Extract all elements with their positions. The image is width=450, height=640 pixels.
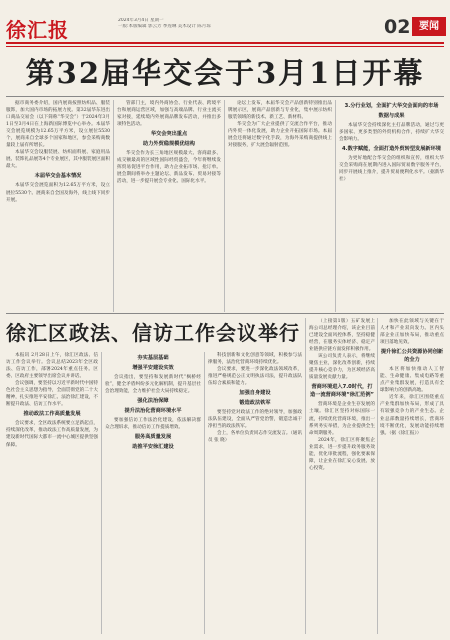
- headline-rule: [6, 96, 444, 97]
- paragraph: 本届华交会持续深化主打品牌活动，通过与更多国家、更多类型的外贸机构合作，持续扩大华交会影响力。: [339, 123, 444, 143]
- subheading: 4.数字赋能，全面打造外贸转型发展新环境: [342, 146, 441, 153]
- paragraph: 要加强信访工作法治化建设，依法解决群众合理诉求，推动信访工作提质增效。: [105, 418, 201, 431]
- newspaper-title: 徐汇报: [6, 18, 69, 42]
- masthead: [0, 0, 450, 48]
- paragraph: 为更好地配合华交会的组织和宣传，组织大华交会采购商在展期内进入国际贸易数字服务平台，同步开展线上推介，提升贸易便利化水平。（据新华社）: [339, 156, 444, 183]
- paragraph: 本届华交会设服装展、纺织面料展、家庭用品展、装饰礼品展等4个专业展区，其中服装展区面积最大。: [6, 150, 110, 170]
- column-divider: [224, 100, 225, 312]
- column-divider: [101, 352, 102, 634]
- subheading: 华交会突出重点: [150, 131, 188, 138]
- paragraph: 管部门主，境内外商协会、行业代表、跨境平台和展商运营区域，加强与高端品牌、行业主流买家对接，延续境内外展商品牌发布活动，并推出多项特色活动。: [117, 101, 221, 128]
- paragraph: 本届华交会展览面积为12.65万平方米，设立展位5530个。展商来自全国及海外，线上线下同步开展。: [6, 183, 110, 203]
- paragraph: 加快在此领域与关键在于人才和产业双向发力。区内头部企业正加快布局，推动重点项目落地见效。: [380, 319, 444, 346]
- paragraph: 近年来，徐汇区围绕重点产业集群加快布局，形成了具有较强竞争力的产业生态。企业总部数量持续增长，营商环境不断优化，发展动能持续增强。（据《徐汇报》）: [380, 395, 444, 436]
- article3-column-1: [309, 318, 375, 634]
- section-divider: [6, 313, 444, 314]
- paragraph: 华交会为广大企业提供了交流合作平台，推动内外贸一体化发展，助力企业开拓国际市场。本届展会还将通过数字化手段，为海外采购商提供线上对接服务，扩大展会辐射范围。: [228, 122, 332, 149]
- paragraph: 本报讯 2月28日上午，徐汇区政法、信访工作会议举行。会议总结2023年全区政法、信访工作，部署2024年重点任务。区委、区政府主要领导出席会议并讲话。: [6, 353, 98, 380]
- column-divider: [335, 100, 336, 312]
- paragraph: 科技创新和文化创意等领域，积极参与法律服务，法治化营商环境持续优化。: [208, 353, 302, 366]
- subheading: 助推平安徐汇建设: [132, 444, 174, 451]
- paragraph: 会议强调，要坚持以习近平新时代中国特色社会主义思想为指导，全面贯彻党的二十大精神，扎实推进平安徐汇、法治徐汇建设，不断提升政法、信访工作水平。: [6, 381, 98, 408]
- issue-editors: 一版:本版编辑 郭云芳 季莲琳 美术设计 陈月琼: [118, 24, 211, 29]
- article2-column-3: [208, 352, 302, 634]
- paragraph: 会议指出，要坚持和发展新时代“枫桥经验”，健全矛盾纠纷多元化解机制，提升基层社会治理效能，全力维护社会大局持续稳定。: [105, 375, 201, 395]
- paragraph: 据市商务委介绍，国内展商按照纺织品、服装服饰，加大国内市场的拓展力度。第32届华东进出口商品交易会（以下简称“华交会”）于2024年3月1日至3月4日在上海新国际博览中心举办。本届华交会展览规模为12.65万平方米，设立展位5530个，展商来自全球多个国家和地区，参会采购商数量较上届有所增长。: [6, 101, 110, 149]
- article2-column-2: [105, 352, 201, 634]
- article1-column-3: [228, 100, 332, 312]
- paragraph: 会上，各单位负责同志作交流发言。（通讯员 张 晓）: [208, 431, 302, 444]
- subheading: 锻造政法铁军: [239, 400, 271, 407]
- article1-column-4: [339, 100, 444, 312]
- section-badge: 要闻: [412, 17, 446, 36]
- paragraph: 该公司负责人表示，将继续聚焦主业，深化改革创新，持续提升核心竞争力，为区域经济高质量发展贡献力量。: [309, 354, 375, 381]
- article3-column-2: [380, 318, 444, 634]
- subheading: 夯实基层基础: [137, 355, 169, 361]
- article1-column-1: [6, 100, 110, 312]
- column-divider: [204, 352, 205, 634]
- article1-headline: 第32届华交会于3月1日开幕: [25, 56, 425, 90]
- paragraph: 本区将加快推动人工智能、生命健康、集成电路等重点产业集群发展，打造具有全球影响力的创新高地。: [380, 367, 444, 394]
- subheading: 数据与成果: [378, 113, 405, 119]
- masthead-thin-rule: [6, 46, 444, 47]
- paragraph: 2024年，徐汇区将聚焦企业需求，进一步提升政务服务效能，优化审批流程，强化要素保障，让企业在徐汇安心发展、放心投资。: [309, 437, 375, 471]
- paragraph: 会议要求，要进一步深化政法领域改革，推进严格规范公正文明执法司法，提升政法队伍综合素质和能力。: [208, 367, 302, 387]
- subheading: 增强平安建设实效: [132, 365, 174, 371]
- page-number: 02: [384, 16, 411, 38]
- subheading: 强化法治保障: [137, 398, 169, 405]
- column-divider: [305, 318, 306, 634]
- paragraph: 华交会作为长三角地区规模最大、客商最多、成交额最高的区域性国际经贸盛会，今年将继续发挥贸易促进平台作用，助力企业拓市场、抢订单。展会期间将举办主题论坛、新品发布、贸易对接等活动，进一步提升展会专业化、国际化水平。: [117, 151, 221, 185]
- subheading: 营商环境进入7.0时代，打造一流营商环境“徐汇范例”: [310, 384, 374, 399]
- article2-headline: 徐汇区政法、信访工作会议举行: [6, 321, 300, 345]
- column-divider: [113, 100, 114, 312]
- paragraph: 要坚持党对政法工作的绝对领导，加强政法队伍建设，全面从严管党治警，锻造忠诚干净担当的政法铁军。: [208, 410, 302, 430]
- subheading: 加强自身建设: [239, 390, 271, 397]
- subheading: 推动政法工作高质量发展: [23, 411, 81, 418]
- paragraph: 会议要求，全区政法系统要立足新起点，持续深化改革，推动政法工作高质量发展，为建设新时代国际大都市一流中心城区提供坚强保障。: [6, 421, 98, 448]
- subheading: 助力外贸稳规模优结构: [143, 141, 195, 148]
- article1-column-2: [117, 100, 221, 312]
- subheading: 本届华交会基本情况: [34, 173, 82, 180]
- issue-date: 2024年3月4日 星期一: [118, 18, 164, 23]
- subheading: 3.分行业划，全面扩大华交会面向的市场: [344, 103, 439, 109]
- paragraph: 营商环境是企业生存发展的土壤。徐汇区坚持对标国际一流，持续优化营商环境，推出一系列务实举措，为企业提供全生命周期服务。: [309, 402, 375, 436]
- subheading: 提升徐汇公共资源协同创新的全力: [380, 349, 444, 364]
- issue-meta: [118, 18, 368, 30]
- paragraph: （上接第1版）五矿发展上海公司总经理介绍，该企业目前已建设全面风控体系，坚持稳健经营，在服务实体经济、稳定产业链供应链方面发挥积极作用。: [309, 319, 375, 353]
- subheading: 服务高质量发展: [134, 434, 172, 441]
- column-divider: [377, 318, 378, 634]
- subheading: 提升法治化营商环境水平: [124, 408, 182, 415]
- article2-column-1: [6, 352, 98, 634]
- masthead-rule: [6, 42, 444, 44]
- paragraph: 论坛上发布，本届华交会产品创新特别推出品牌展示区，展商产品创新与专业化，集中展示纺织服装领域的新技术、新工艺、新材料。: [228, 101, 332, 121]
